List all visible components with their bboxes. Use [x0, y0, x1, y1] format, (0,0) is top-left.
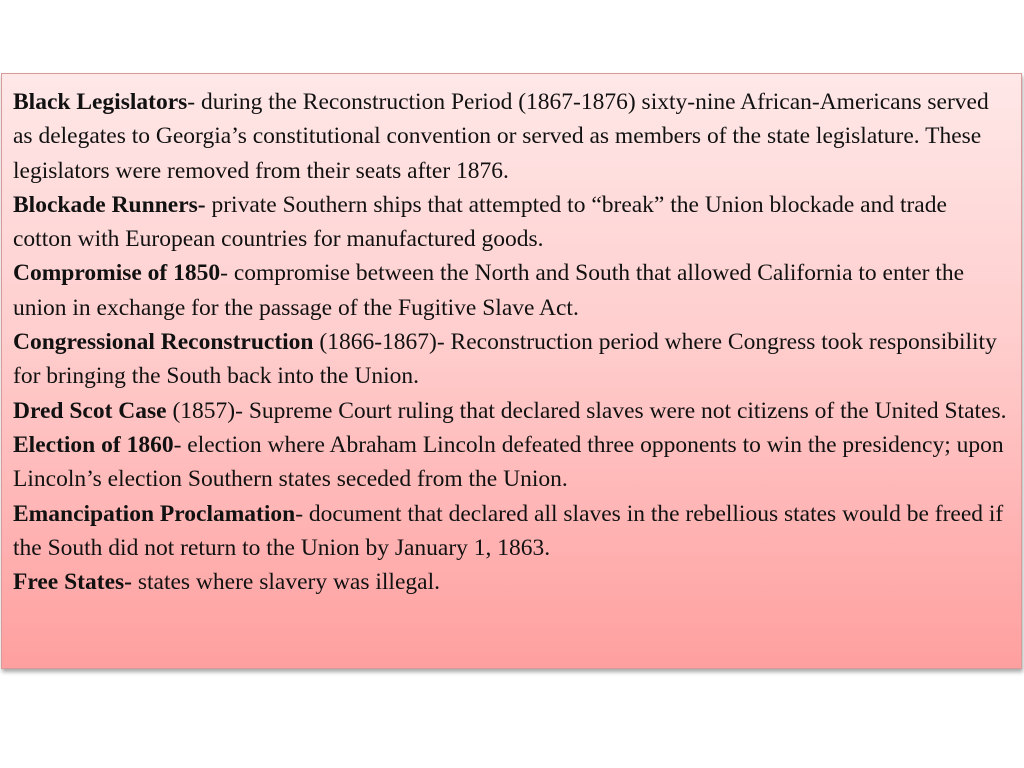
glossary-definition: - compromise between the North and South that allowed California to enter the union in exchange for the passage of the Fugitive Slave Act. [13, 260, 965, 321]
glossary-entry-dred-scot-case [13, 394, 1011, 428]
glossary-definition: (1866-1867)- Reconstruction period where Congress took responsibility for bringing the South back into the Union. [13, 329, 997, 390]
glossary-definition: - during the Reconstruction Period (1867-1876) sixty-nine African-Americans served as delegates to Georgia’s constitutional convention or served as members of the state legislature. These legislators were removed from their seats after 1876. [13, 89, 989, 184]
glossary-entry-blockade-runners [13, 188, 1011, 257]
glossary-entry-congressional-reconstruction [13, 325, 1011, 394]
glossary-entry-election-of-1860 [13, 428, 1011, 497]
glossary-term: Dred Scot Case [13, 397, 167, 424]
glossary-term: Black Legislators [13, 89, 188, 115]
glossary-term: Free States- [13, 569, 132, 596]
glossary-definition: states where slavery was illegal. [131, 569, 440, 596]
glossary-definition: (1857)- Supreme Court ruling that declared slaves were not citizens of the United States. [166, 397, 1007, 424]
glossary-entry-emancipation-proclamation [13, 497, 1011, 566]
glossary-definition: - election where Abraham Lincoln defeated three opponents to win the presidency; upon Lincoln’s election Southern states seceded from the Union. [13, 431, 1004, 493]
glossary-entry-free-states [13, 565, 1011, 599]
glossary-term: Compromise of 1850 [13, 260, 221, 287]
glossary-term: Blockade Runners- [13, 191, 206, 218]
glossary-term: Election of 1860 [13, 431, 174, 458]
glossary-entry-black-legislators [13, 85, 1011, 188]
glossary-definition: private Southern ships that attempted to “break” the Union blockade and trade cotton with European countries for manufactured goods. [13, 191, 947, 253]
glossary-term: Emancipation Proclamation [13, 500, 296, 527]
glossary-term: Congressional Reconstruction [13, 329, 314, 356]
glossary-definition: - document that declared all slaves in the rebellious states would be freed if the South did not return to the Union by January 1, 1863. [13, 500, 1004, 561]
glossary-entry-compromise-of-1850 [13, 256, 1011, 325]
glossary-box [1, 73, 1022, 669]
